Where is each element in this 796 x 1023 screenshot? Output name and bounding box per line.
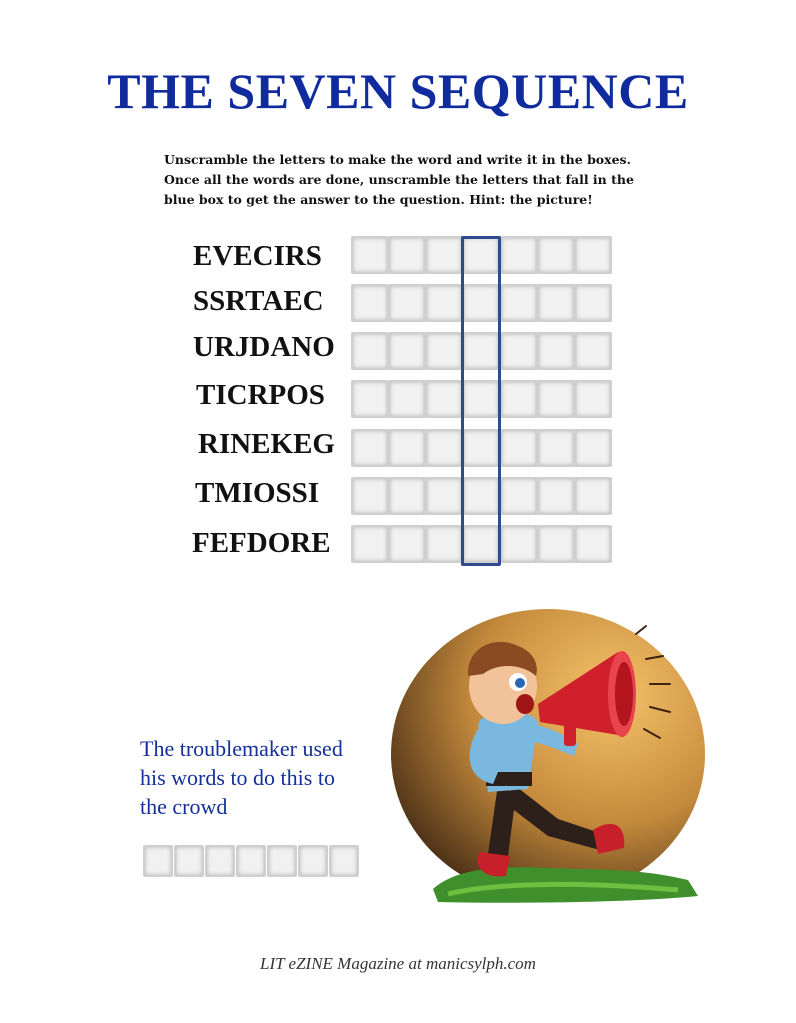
letter-box[interactable] [351,429,389,467]
letter-box[interactable] [388,477,426,515]
letter-box[interactable] [500,284,538,322]
answer-box[interactable] [236,845,266,877]
letter-box[interactable] [388,284,426,322]
letter-box[interactable] [537,236,575,274]
letter-box[interactable] [425,284,463,322]
scrambled-word: RINEKEG [198,428,335,460]
question-line: The troublemaker used [140,736,343,761]
letter-box[interactable] [537,429,575,467]
scrambled-word: TICRPOS [196,379,325,411]
sunburst-background [391,609,705,899]
instruction-line: blue box to get the answer to the question. Hint: the picture! [164,192,593,207]
letter-box-row [351,477,611,515]
answer-box[interactable] [267,845,297,877]
letter-box[interactable] [537,477,575,515]
answer-box-row [143,845,363,881]
letter-box[interactable] [388,380,426,418]
scrambled-word: EVECIRS [193,240,322,272]
letter-box-row [351,236,611,274]
answer-box[interactable] [205,845,235,877]
letter-box[interactable] [462,332,500,370]
letter-box[interactable] [425,525,463,563]
letter-box[interactable] [462,477,500,515]
letter-box[interactable] [425,477,463,515]
footer-credit: LIT eZINE Magazine at manicsylph.com [260,954,536,973]
letter-box[interactable] [500,525,538,563]
question-text [140,734,380,821]
answer-box[interactable] [298,845,328,877]
letter-box[interactable] [388,332,426,370]
letter-box[interactable] [351,380,389,418]
letter-box[interactable] [462,380,500,418]
letter-box[interactable] [537,525,575,563]
letter-box[interactable] [537,284,575,322]
letter-box[interactable] [500,332,538,370]
letter-box[interactable] [388,525,426,563]
instruction-line: Once all the words are done, unscramble the letters that fall in the [164,172,634,187]
letter-box[interactable] [388,236,426,274]
letter-box[interactable] [425,429,463,467]
letter-box[interactable] [351,284,389,322]
instructions [164,150,644,210]
letter-box[interactable] [351,332,389,370]
scrambled-word: URJDANO [193,331,335,363]
scrambled-word: FEFDORE [192,527,331,559]
letter-box[interactable] [574,525,612,563]
letter-box[interactable] [351,477,389,515]
letter-box[interactable] [462,429,500,467]
answer-box[interactable] [329,845,359,877]
instruction-line: Unscramble the letters to make the word and write it in the boxes. [164,152,631,167]
letter-box[interactable] [537,332,575,370]
letter-box[interactable] [574,429,612,467]
letter-box[interactable] [500,236,538,274]
answer-box[interactable] [143,845,173,877]
letter-box[interactable] [462,284,500,322]
letter-box[interactable] [425,380,463,418]
letter-box[interactable] [500,477,538,515]
letter-box[interactable] [574,236,612,274]
letter-box[interactable] [462,236,500,274]
scrambled-word: SSRTAEC [193,285,324,317]
letter-box[interactable] [500,380,538,418]
letter-box-row [351,380,611,418]
letter-box[interactable] [500,429,538,467]
letter-box[interactable] [574,380,612,418]
letter-box-row [351,284,611,322]
question-line: his words to do this to [140,765,335,790]
letter-box[interactable] [462,525,500,563]
letter-box[interactable] [351,525,389,563]
letter-box[interactable] [425,332,463,370]
letter-box[interactable] [537,380,575,418]
letter-box[interactable] [574,284,612,322]
letter-box[interactable] [574,477,612,515]
letter-box-row [351,332,611,370]
scrambled-word: TMIOSSI [195,477,320,509]
letter-box[interactable] [388,429,426,467]
megaphone-man-illustration [388,604,718,904]
question-line: the crowd [140,794,228,819]
answer-box[interactable] [174,845,204,877]
letter-box[interactable] [351,236,389,274]
letter-box[interactable] [425,236,463,274]
letter-box[interactable] [574,332,612,370]
page-title: THE SEVEN SEQUENCE [107,63,689,119]
letter-box-row [351,525,611,563]
letter-box-row [351,429,611,467]
